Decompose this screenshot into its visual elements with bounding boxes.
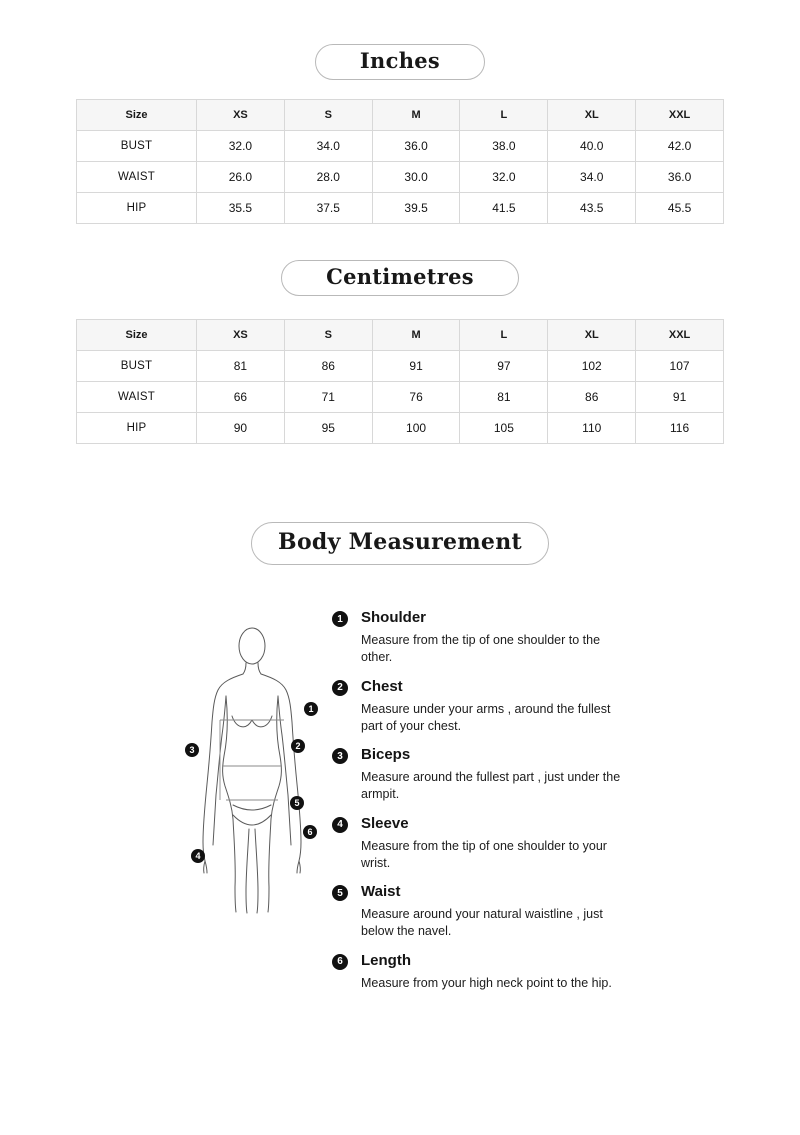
list-item-length <box>332 952 632 992</box>
item-number-badge: 4 <box>332 817 348 833</box>
column-header-m: M <box>372 320 460 351</box>
marker-number: 1 <box>308 704 314 714</box>
measurement-description: Measure around the fullest part , just under the armpit. <box>361 770 621 802</box>
body-measurement-section <box>184 609 800 1003</box>
table-cell: 36.0 <box>636 162 724 193</box>
table-cell: 95 <box>284 413 372 444</box>
measurement-name: Shoulder <box>361 609 427 626</box>
marker-number: 5 <box>294 798 300 808</box>
column-header-xxl: XXL <box>636 100 724 131</box>
list-item-chest <box>332 678 632 736</box>
measurement-list <box>332 609 632 1003</box>
table-cell: 43.5 <box>548 193 636 224</box>
inches-section-header <box>0 44 800 80</box>
row-label: BUST <box>77 351 197 382</box>
row-label: BUST <box>77 131 197 162</box>
measurement-name: Waist <box>361 883 401 900</box>
centimetres-section-header <box>0 260 800 296</box>
table-cell: 66 <box>197 382 285 413</box>
list-item-waist <box>332 883 632 941</box>
measurement-name: Chest <box>361 677 403 695</box>
column-header-m: M <box>372 100 460 131</box>
item-number-badge: 6 <box>332 954 348 970</box>
table-cell: 39.5 <box>372 193 460 224</box>
table-header-row <box>77 100 724 131</box>
item-number-badge: 2 <box>332 680 348 696</box>
measurement-guide-lines <box>220 720 284 800</box>
table-cell: 38.0 <box>460 131 548 162</box>
table-cell: 36.0 <box>372 131 460 162</box>
figure-marker-chest <box>291 739 305 753</box>
figure-marker-length <box>303 825 317 839</box>
marker-number: 2 <box>295 741 301 751</box>
measurement-description: Measure around your natural waistline , just below the navel. <box>361 907 603 939</box>
marker-number: 3 <box>189 745 195 755</box>
figure-outline <box>203 628 301 913</box>
table-cell: 81 <box>197 351 285 382</box>
row-label: HIP <box>77 413 197 444</box>
figure-marker-biceps <box>185 743 199 757</box>
table-cell: 26.0 <box>197 162 285 193</box>
table-cell: 107 <box>636 351 724 382</box>
figure-marker-waist <box>290 796 304 810</box>
measurement-description: Measure under your arms , around the fullest part of your chest. <box>361 701 611 733</box>
table-cell: 97 <box>460 351 548 382</box>
table-cell: 42.0 <box>636 131 724 162</box>
table-cell: 28.0 <box>284 162 372 193</box>
table-cell: 91 <box>372 351 460 382</box>
table-cell: 37.5 <box>284 193 372 224</box>
table-cell: 105 <box>460 413 548 444</box>
column-header-xs: XS <box>197 100 285 131</box>
table-cell: 100 <box>372 413 460 444</box>
row-label: WAIST <box>77 162 197 193</box>
table-row-waist <box>77 382 724 413</box>
list-item-sleeve <box>332 815 632 873</box>
table-cell: 90 <box>197 413 285 444</box>
table-cell: 32.0 <box>460 162 548 193</box>
table-cell: 110 <box>548 413 636 444</box>
list-item-shoulder <box>332 609 632 667</box>
inches-heading: Inches <box>315 44 485 80</box>
item-number-badge: 3 <box>332 748 348 764</box>
table-cell: 35.5 <box>197 193 285 224</box>
table-cell: 91 <box>636 382 724 413</box>
row-label: HIP <box>77 193 197 224</box>
measurement-name: Biceps <box>361 746 411 763</box>
table-cell: 71 <box>284 382 372 413</box>
column-header-l: L <box>460 320 548 351</box>
table-cell: 32.0 <box>197 131 285 162</box>
figure-markers <box>185 702 318 863</box>
table-header-row <box>77 320 724 351</box>
table-cell: 86 <box>548 382 636 413</box>
column-header-xs: XS <box>197 320 285 351</box>
column-header-s: S <box>284 100 372 131</box>
measurement-description: Measure from the tip of one shoulder to the other. <box>361 633 601 665</box>
table-row-bust <box>77 351 724 382</box>
marker-number: 4 <box>195 851 201 861</box>
inches-size-table <box>76 99 724 224</box>
item-number-badge: 5 <box>332 885 348 901</box>
table-row-hip <box>77 193 724 224</box>
column-header-s: S <box>284 320 372 351</box>
body-figure <box>184 623 324 920</box>
size-guide-page <box>0 44 800 1135</box>
figure-marker-shoulder <box>304 702 318 716</box>
table-cell: 34.0 <box>548 162 636 193</box>
body-measurement-heading: Body Measurement <box>251 522 549 565</box>
table-cell: 41.5 <box>460 193 548 224</box>
item-number-badge: 1 <box>332 611 348 627</box>
centimetres-heading: Centimetres <box>281 260 519 296</box>
table-cell: 30.0 <box>372 162 460 193</box>
table-row-hip <box>77 413 724 444</box>
table-cell: 76 <box>372 382 460 413</box>
measurement-description: Measure from the tip of one shoulder to your wrist. <box>361 838 607 870</box>
table-row-bust <box>77 131 724 162</box>
table-cell: 40.0 <box>548 131 636 162</box>
measurement-name: Length <box>361 951 411 969</box>
body-figure-illustration <box>184 623 324 915</box>
table-cell: 81 <box>460 382 548 413</box>
table-row-waist <box>77 162 724 193</box>
column-header-xxl: XXL <box>636 320 724 351</box>
measurement-name: Sleeve <box>361 814 409 832</box>
row-label: WAIST <box>77 382 197 413</box>
table-cell: 116 <box>636 413 724 444</box>
table-cell: 34.0 <box>284 131 372 162</box>
centimetres-size-table <box>76 319 724 444</box>
list-item-biceps <box>332 746 632 804</box>
table-cell: 45.5 <box>636 193 724 224</box>
table-cell: 102 <box>548 351 636 382</box>
table-cell: 86 <box>284 351 372 382</box>
column-header-size: Size <box>77 100 197 131</box>
column-header-l: L <box>460 100 548 131</box>
measurement-description: Measure from your high neck point to the hip. <box>361 975 612 990</box>
body-measurement-section-header <box>0 522 800 565</box>
column-header-size: Size <box>77 320 197 351</box>
marker-number: 6 <box>307 827 313 837</box>
figure-marker-sleeve <box>191 849 205 863</box>
column-header-xl: XL <box>548 320 636 351</box>
column-header-xl: XL <box>548 100 636 131</box>
